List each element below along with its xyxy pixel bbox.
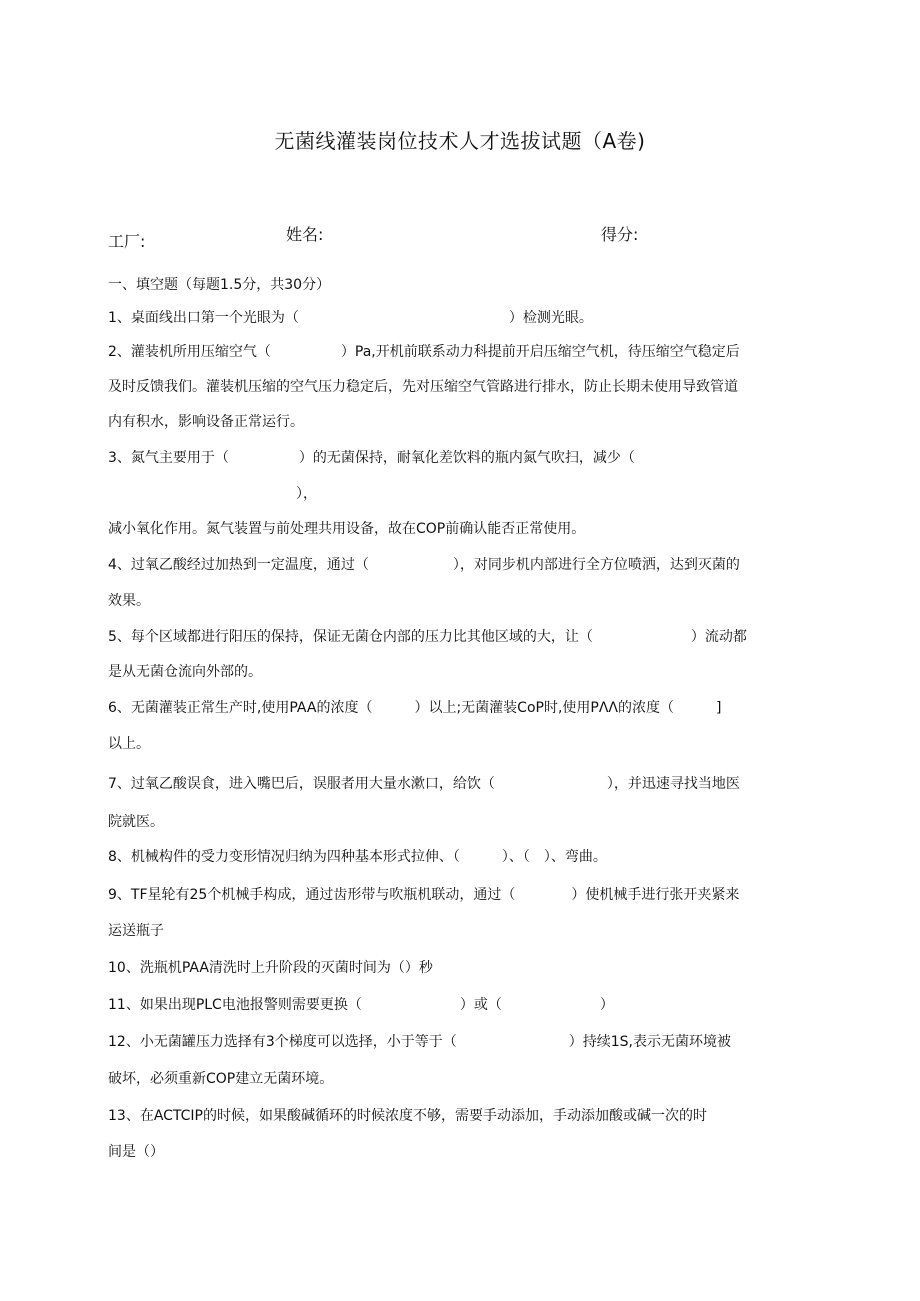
question-13-line-2: 间是（）: [108, 1144, 164, 1160]
question-3-line-2: ），: [296, 486, 317, 502]
question-5-line-1: 5、每个区域都进行阳压的保持，保证无菌仓内部的压力比其他区域的大，让（ ）流动都: [108, 629, 747, 645]
question-2-line-2: 及时反馈我们。灌装机压缩的空气压力稳定后，先对压缩空气管路进行排水，防止长期未使用导致管道: [108, 379, 738, 395]
question-10: 10、洗瓶机PAA清洗时上升阶段的灭菌时间为（）秒: [108, 960, 433, 976]
question-12-line-2: 破坏，必须重新COP建立无菌环境。: [108, 1071, 334, 1087]
question-4-line-2: 效果。: [108, 593, 150, 609]
question-11: 11、如果出现PLC电池报警则需要更换（ ）或（ ）: [108, 997, 614, 1013]
question-9-line-2: 运送瓶子: [108, 923, 164, 939]
question-4-line-1: 4、过氧乙酸经过加热到一定温度，通过（ ），对同步机内部进行全方位喷洒，达到灭菌的: [108, 557, 740, 573]
question-6-line-2: 以上。: [108, 736, 150, 752]
question-2-line-3: 内有积水，影响设备正常运行。: [108, 414, 304, 430]
question-6-line-1: 6、无菌灌装正常生产时,使用PAA的浓度（ ）以上;无菌灌装CoP时,使用PΛΛ的浓度（ ]: [108, 700, 722, 716]
question-8: 8、机械构件的受力变形情况归纳为四种基本形式拉伸、（ ）、（ ）、弯曲。: [108, 849, 607, 865]
question-3-line-3: 减小氧化作用。氮气装置与前处理共用设备，故在COP前确认能否正常使用。: [108, 521, 586, 537]
question-7-line-1: 7、过氧乙酸误食，进入嘴巴后，误服者用大量水漱口，给饮（ ），并迅速寻找当地医: [108, 776, 740, 792]
section-heading: 一、填空题（每题1.5分，共30分）: [108, 277, 331, 293]
question-13-line-1: 13、在ACTCIP的时候，如果酸碱循环的时候浓度不够，需要手动添加，手动添加酸或碱一次的时: [108, 1108, 707, 1124]
question-1: 1、桌面线出口第一个光眼为（ ）检测光眼。: [108, 310, 593, 326]
question-3-line-1: 3、氮气主要用于（ ）的无菌保持，耐氧化差饮料的瓶内氮气吹扫，减少（: [108, 450, 635, 466]
question-12-line-1: 12、小无菌罐压力选择有3个梯度可以选择，小于等于（ ）持续1S,表示无菌环境被: [108, 1034, 731, 1050]
question-9-line-1: 9、TF星轮有25个机械手构成，通过齿形带与吹瓶机联动，通过（ ）使机械手进行张开夹紧来: [108, 887, 740, 903]
question-5-line-2: 是从无菌仓流向外部的。: [108, 664, 262, 680]
name-label: 姓名:: [286, 225, 324, 244]
question-2-line-1: 2、灌装机所用压缩空气（ ）Pa,开机前联系动力科提前开启压缩空气机，待压缩空气稳定后: [108, 344, 740, 360]
score-label: 得分:: [601, 225, 639, 244]
question-7-line-2: 院就医。: [108, 814, 164, 830]
factory-label: 工厂:: [108, 232, 146, 251]
page-title: 无菌线灌装岗位技术人才选拔试题（A卷): [274, 129, 646, 153]
